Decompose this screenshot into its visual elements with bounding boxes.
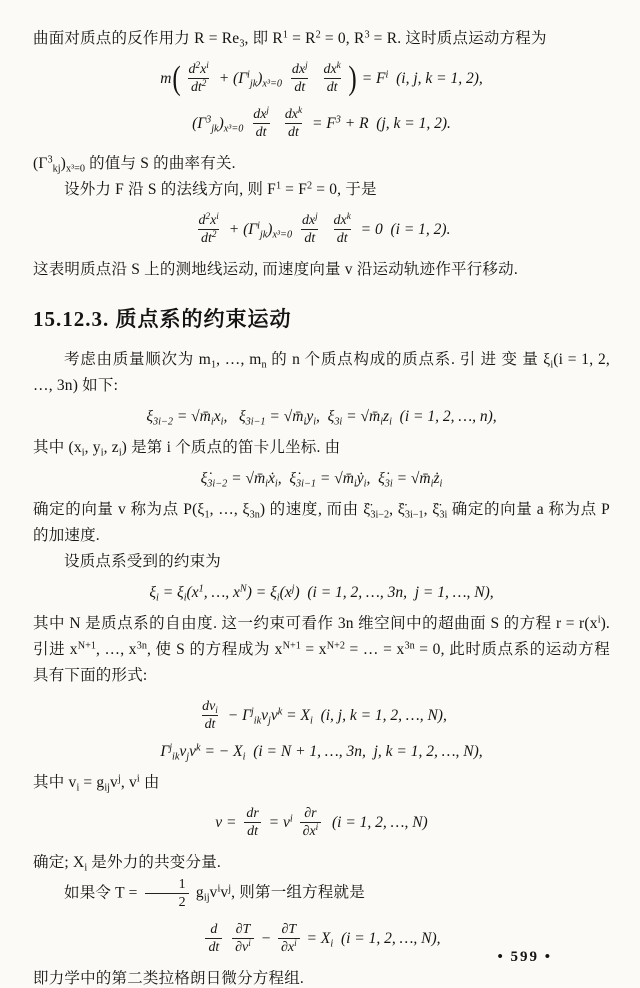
equation-surface-motion: m ( $\frac{d^2x^i}{dt^2}$ + $(\Gamma^i_{jk})_{x^3=0}$ $\frac{dx^j}{dt}$ $\frac{dx^k}{dt}$ ) = $F^i$ (i, j, k = 1, 2), [160,59,483,97]
equation-geodesic: $\frac{d^2x^i}{dt^2}$ + $(\Gamma^i_{jk})_{x^3=0}$ $\frac{dx^j}{dt}$ $\frac{dx^k}{dt}$ = 0 (i = 1, 2). [198,210,451,247]
paragraph-covariant-components: 确定; $X_i$ 是外力的共变分量. [33,853,221,874]
equation-lagrange: $\frac{d}{dt}$ $\frac{\partial T}{\partial v^i}$ − $\frac{\partial T}{\partial x^i}$ = $X_i$ (i = 1, 2, …, N), [33,921,610,957]
page-number: • 599 • [497,949,552,965]
paragraph-cartesian-coords: 其中 ($x_i$, $y_i$, $z_i$) 是第 i 个质点的笛卡儿坐标. 由 [33,438,341,459]
paragraph-degrees-of-freedom: 其中 N 是质点系的自由度. 这一约束可看作 3n 维空间中的超曲面 S 的方程 $r = r(x^i)$. 引进 $x^{N+1}$, …, $x^{3n}$, 使 S 的方程成为 $x^{N+1} = x^{N+2}$ = … = $x^{3n} = 0$, 此时质点系的运动方程具有下面的形式: [33,614,610,684]
equation-motion-second-group: $\Gamma^j_{ik}v_jv^k$ = − $X_i$ (i = N + 1, …, 3n, j, k = 1, 2, …, N), [160,742,483,763]
equation-motion-first-group: $\frac{dv_i}{dt}$ − $\Gamma^j_{ik}v_jv^k = X_i$ (i, j, k = 1, 2, …, N), [202,699,447,733]
paragraph-kinetic-energy: 如果令 T = $\frac{1}{2}$ $g_{ij}v^iv^j$, 则第一组方程就是 [64,876,365,911]
paragraph-geodesic-remark: 这表明质点沿 S 上的测地线运动, 而速度向量 v 沿运动轨迹作平行移动. [33,260,518,278]
paragraph-constraint-intro: 设质点系受到的约束为 [64,552,222,570]
paragraph-velocity-acceleration: 确定的向量 v 称为点 $P(\xi_1$, …, $\xi_{3n}$) 的速度, 而由 $\xï_{3i-2}$, $\xï_{3i-1}$, $\xï_{3i}$ 确定的向量 a 称为点 P 的加速度. [33,500,610,544]
equation-constraint: $\xi_i = \xi_i(x^1$, …, $x^N) = \xi_i(x^j)$ (i = 1, 2, …, 3n, j = 1, …, N), [149,583,494,604]
paragraph-reaction-force: 曲面对质点的反作用力 $R = Re_3$, 即 $R^1 = R^2 = 0$, $R^3 = R$. 这时质点运动方程为 [33,29,547,50]
paragraph-system-intro: 考虑由质量顺次为 $m_1$, …, $m_n$ 的 n 个质点构成的质点系. 引 进 变 量 $\xi_i(i = 1$, 2, …, 3n) 如下: [33,350,610,394]
section-heading: 15.12.3. 质点系的约束运动 [33,306,292,331]
paragraph-lagrange-remark: 即力学中的第二类拉格朗日微分方程组. [33,969,304,987]
paragraph-where-v: 其中 $v_i = g_{ij}v^j$, $v^i$ 由 [33,773,160,794]
equation-normal-component: $(\Gamma^3_{jk})_{x^3=0}$ $\frac{dx^j}{dt}$ $\frac{dx^k}{dt}$ = $F^3 + R$ (j, k = 1, 2). [192,104,451,141]
paragraph-curvature: $(\Gamma^3_{kj})_{x^3=0}$ 的值与 S 的曲率有关. [33,154,236,175]
equation-xi-definition: $\xi_{3i-2}$ = $√m̄_ix_i$, $\xi_{3i-1}$ = $√m̄_iy_i$, $\xi_{3i}$ = $√m̄_iz_i$ (i = 1, 2, …, n), [146,407,497,428]
equation-xi-dot: $\xi̇_{3i-2}$ = $√m̄_iẋ_i$, $\xi̇_{3i-1}$ = $√m̄_iẏ_i$, $\xi̇_{3i}$ = $√m̄_iż_i$ [200,469,443,490]
paragraph-normal-force: 设外力 F 沿 S 的法线方向, 则 $F^1 = F^2 = 0$, 于是 [64,180,377,198]
equation-velocity-vector: v = $\frac{dr}{dt}$ = $v^i$ $\frac{\partial r}{\partial x^i}$ (i = 1, 2, …, N) [215,805,428,840]
